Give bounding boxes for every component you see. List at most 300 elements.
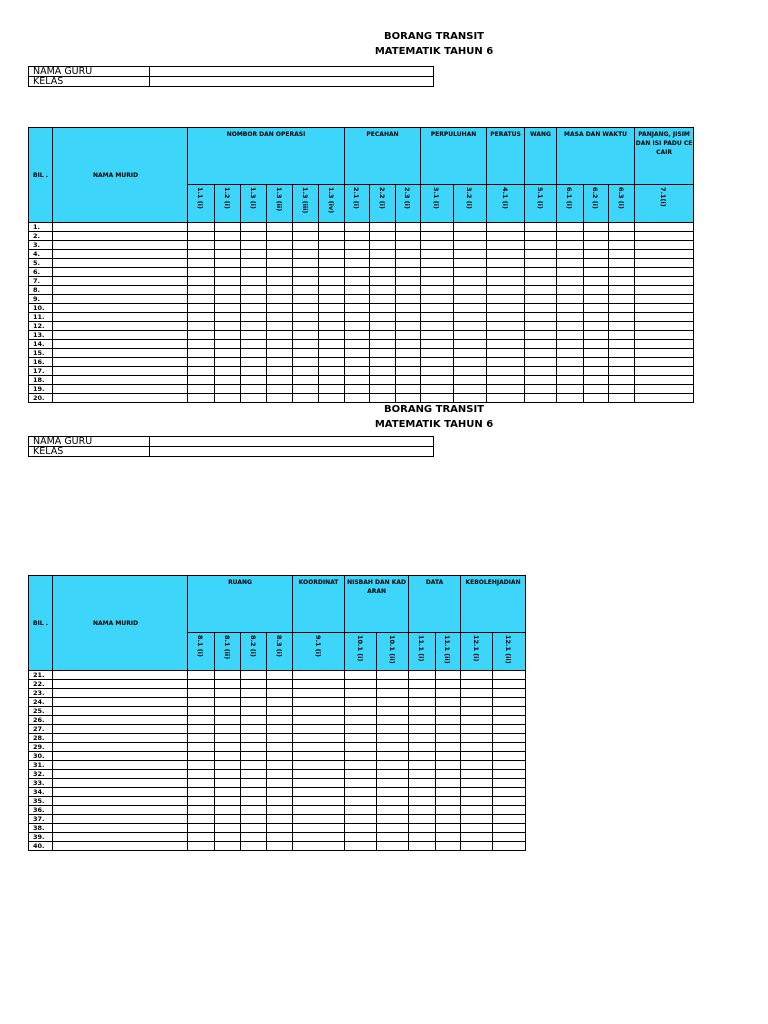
score-cell[interactable] xyxy=(493,689,526,698)
score-cell[interactable] xyxy=(557,304,584,313)
score-cell[interactable] xyxy=(345,358,370,367)
score-cell[interactable] xyxy=(188,322,215,331)
student-name-cell[interactable] xyxy=(53,313,188,322)
score-cell[interactable] xyxy=(487,331,525,340)
score-cell[interactable] xyxy=(409,815,436,824)
score-cell[interactable] xyxy=(421,367,454,376)
score-cell[interactable] xyxy=(267,295,293,304)
score-cell[interactable] xyxy=(436,842,461,851)
score-cell[interactable] xyxy=(241,815,267,824)
score-cell[interactable] xyxy=(635,358,694,367)
student-name-cell[interactable] xyxy=(53,331,188,340)
student-name-cell[interactable] xyxy=(53,725,188,734)
score-cell[interactable] xyxy=(370,376,396,385)
score-cell[interactable] xyxy=(421,250,454,259)
score-cell[interactable] xyxy=(215,277,241,286)
student-name-cell[interactable] xyxy=(53,779,188,788)
score-cell[interactable] xyxy=(345,806,377,815)
score-cell[interactable] xyxy=(409,734,436,743)
score-cell[interactable] xyxy=(377,770,409,779)
score-cell[interactable] xyxy=(436,698,461,707)
score-cell[interactable] xyxy=(525,223,557,232)
student-name-cell[interactable] xyxy=(53,806,188,815)
score-cell[interactable] xyxy=(241,250,267,259)
score-cell[interactable] xyxy=(436,725,461,734)
score-cell[interactable] xyxy=(557,358,584,367)
score-cell[interactable] xyxy=(635,268,694,277)
score-cell[interactable] xyxy=(635,277,694,286)
score-cell[interactable] xyxy=(493,698,526,707)
score-cell[interactable] xyxy=(421,385,454,394)
score-cell[interactable] xyxy=(454,286,487,295)
score-cell[interactable] xyxy=(319,340,345,349)
score-cell[interactable] xyxy=(487,223,525,232)
score-cell[interactable] xyxy=(525,232,557,241)
score-cell[interactable] xyxy=(188,232,215,241)
score-cell[interactable] xyxy=(461,779,493,788)
score-cell[interactable] xyxy=(345,680,377,689)
score-cell[interactable] xyxy=(188,743,215,752)
score-cell[interactable] xyxy=(319,232,345,241)
score-cell[interactable] xyxy=(454,241,487,250)
score-cell[interactable] xyxy=(436,770,461,779)
score-cell[interactable] xyxy=(493,716,526,725)
score-cell[interactable] xyxy=(421,268,454,277)
score-cell[interactable] xyxy=(396,241,421,250)
score-cell[interactable] xyxy=(377,707,409,716)
score-cell[interactable] xyxy=(525,304,557,313)
score-cell[interactable] xyxy=(241,833,267,842)
score-cell[interactable] xyxy=(293,806,345,815)
score-cell[interactable] xyxy=(267,241,293,250)
student-name-cell[interactable] xyxy=(53,788,188,797)
score-cell[interactable] xyxy=(487,268,525,277)
score-cell[interactable] xyxy=(635,385,694,394)
score-cell[interactable] xyxy=(319,313,345,322)
score-cell[interactable] xyxy=(188,331,215,340)
student-name-cell[interactable] xyxy=(53,752,188,761)
score-cell[interactable] xyxy=(345,824,377,833)
score-cell[interactable] xyxy=(267,680,293,689)
score-cell[interactable] xyxy=(436,743,461,752)
score-cell[interactable] xyxy=(293,761,345,770)
student-name-cell[interactable] xyxy=(53,259,188,268)
score-cell[interactable] xyxy=(345,313,370,322)
score-cell[interactable] xyxy=(188,304,215,313)
score-cell[interactable] xyxy=(293,331,319,340)
score-cell[interactable] xyxy=(241,286,267,295)
score-cell[interactable] xyxy=(421,304,454,313)
score-cell[interactable] xyxy=(493,779,526,788)
score-cell[interactable] xyxy=(267,331,293,340)
score-cell[interactable] xyxy=(487,295,525,304)
score-cell[interactable] xyxy=(215,716,241,725)
score-cell[interactable] xyxy=(525,376,557,385)
score-cell[interactable] xyxy=(525,358,557,367)
score-cell[interactable] xyxy=(188,698,215,707)
score-cell[interactable] xyxy=(525,268,557,277)
score-cell[interactable] xyxy=(345,779,377,788)
score-cell[interactable] xyxy=(267,286,293,295)
score-cell[interactable] xyxy=(609,331,635,340)
score-cell[interactable] xyxy=(370,385,396,394)
score-cell[interactable] xyxy=(293,788,345,797)
score-cell[interactable] xyxy=(319,367,345,376)
score-cell[interactable] xyxy=(370,367,396,376)
student-name-cell[interactable] xyxy=(53,268,188,277)
score-cell[interactable] xyxy=(241,223,267,232)
score-cell[interactable] xyxy=(319,304,345,313)
score-cell[interactable] xyxy=(409,707,436,716)
score-cell[interactable] xyxy=(584,232,609,241)
score-cell[interactable] xyxy=(267,815,293,824)
score-cell[interactable] xyxy=(215,232,241,241)
score-cell[interactable] xyxy=(396,304,421,313)
score-cell[interactable] xyxy=(584,322,609,331)
score-cell[interactable] xyxy=(493,788,526,797)
score-cell[interactable] xyxy=(293,815,345,824)
score-cell[interactable] xyxy=(215,223,241,232)
score-cell[interactable] xyxy=(557,250,584,259)
score-cell[interactable] xyxy=(345,268,370,277)
score-cell[interactable] xyxy=(609,286,635,295)
score-cell[interactable] xyxy=(436,734,461,743)
score-cell[interactable] xyxy=(267,707,293,716)
score-cell[interactable] xyxy=(461,707,493,716)
score-cell[interactable] xyxy=(635,313,694,322)
score-cell[interactable] xyxy=(557,340,584,349)
score-cell[interactable] xyxy=(319,223,345,232)
score-cell[interactable] xyxy=(635,241,694,250)
score-cell[interactable] xyxy=(396,313,421,322)
score-cell[interactable] xyxy=(487,385,525,394)
score-cell[interactable] xyxy=(241,707,267,716)
score-cell[interactable] xyxy=(188,223,215,232)
score-cell[interactable] xyxy=(635,322,694,331)
score-cell[interactable] xyxy=(409,806,436,815)
score-cell[interactable] xyxy=(345,340,370,349)
student-name-cell[interactable] xyxy=(53,223,188,232)
score-cell[interactable] xyxy=(215,788,241,797)
score-cell[interactable] xyxy=(396,286,421,295)
score-cell[interactable] xyxy=(241,313,267,322)
score-cell[interactable] xyxy=(493,671,526,680)
score-cell[interactable] xyxy=(345,250,370,259)
score-cell[interactable] xyxy=(345,761,377,770)
score-cell[interactable] xyxy=(215,671,241,680)
score-cell[interactable] xyxy=(188,340,215,349)
score-cell[interactable] xyxy=(293,716,345,725)
score-cell[interactable] xyxy=(188,806,215,815)
score-cell[interactable] xyxy=(267,358,293,367)
score-cell[interactable] xyxy=(319,331,345,340)
score-cell[interactable] xyxy=(293,304,319,313)
score-cell[interactable] xyxy=(215,322,241,331)
score-cell[interactable] xyxy=(319,385,345,394)
score-cell[interactable] xyxy=(635,250,694,259)
score-cell[interactable] xyxy=(525,385,557,394)
score-cell[interactable] xyxy=(461,788,493,797)
score-cell[interactable] xyxy=(215,259,241,268)
score-cell[interactable] xyxy=(454,322,487,331)
score-cell[interactable] xyxy=(267,824,293,833)
score-cell[interactable] xyxy=(345,286,370,295)
score-cell[interactable] xyxy=(345,788,377,797)
score-cell[interactable] xyxy=(293,689,345,698)
score-cell[interactable] xyxy=(370,331,396,340)
score-cell[interactable] xyxy=(525,250,557,259)
score-cell[interactable] xyxy=(267,385,293,394)
score-cell[interactable] xyxy=(609,304,635,313)
score-cell[interactable] xyxy=(436,815,461,824)
score-cell[interactable] xyxy=(609,277,635,286)
score-cell[interactable] xyxy=(293,734,345,743)
score-cell[interactable] xyxy=(293,725,345,734)
score-cell[interactable] xyxy=(319,376,345,385)
score-cell[interactable] xyxy=(487,304,525,313)
score-cell[interactable] xyxy=(525,322,557,331)
score-cell[interactable] xyxy=(293,349,319,358)
score-cell[interactable] xyxy=(436,752,461,761)
score-cell[interactable] xyxy=(215,268,241,277)
score-cell[interactable] xyxy=(409,752,436,761)
score-cell[interactable] xyxy=(319,259,345,268)
score-cell[interactable] xyxy=(454,250,487,259)
student-name-cell[interactable] xyxy=(53,680,188,689)
score-cell[interactable] xyxy=(409,797,436,806)
score-cell[interactable] xyxy=(584,295,609,304)
score-cell[interactable] xyxy=(557,349,584,358)
score-cell[interactable] xyxy=(525,286,557,295)
score-cell[interactable] xyxy=(293,770,345,779)
score-cell[interactable] xyxy=(609,250,635,259)
score-cell[interactable] xyxy=(345,385,370,394)
score-cell[interactable] xyxy=(241,680,267,689)
score-cell[interactable] xyxy=(215,842,241,851)
score-cell[interactable] xyxy=(609,241,635,250)
score-cell[interactable] xyxy=(635,223,694,232)
score-cell[interactable] xyxy=(493,833,526,842)
score-cell[interactable] xyxy=(461,698,493,707)
score-cell[interactable] xyxy=(241,743,267,752)
score-cell[interactable] xyxy=(241,268,267,277)
student-name-cell[interactable] xyxy=(53,349,188,358)
score-cell[interactable] xyxy=(293,385,319,394)
score-cell[interactable] xyxy=(609,376,635,385)
score-cell[interactable] xyxy=(241,295,267,304)
score-cell[interactable] xyxy=(188,277,215,286)
score-cell[interactable] xyxy=(409,824,436,833)
score-cell[interactable] xyxy=(487,259,525,268)
score-cell[interactable] xyxy=(345,698,377,707)
score-cell[interactable] xyxy=(493,842,526,851)
score-cell[interactable] xyxy=(409,743,436,752)
score-cell[interactable] xyxy=(241,358,267,367)
score-cell[interactable] xyxy=(345,689,377,698)
score-cell[interactable] xyxy=(293,743,345,752)
score-cell[interactable] xyxy=(241,770,267,779)
score-cell[interactable] xyxy=(370,268,396,277)
score-cell[interactable] xyxy=(293,322,319,331)
score-cell[interactable] xyxy=(370,340,396,349)
score-cell[interactable] xyxy=(525,277,557,286)
score-cell[interactable] xyxy=(215,743,241,752)
score-cell[interactable] xyxy=(319,268,345,277)
score-cell[interactable] xyxy=(454,331,487,340)
score-cell[interactable] xyxy=(421,223,454,232)
score-cell[interactable] xyxy=(267,833,293,842)
score-cell[interactable] xyxy=(635,232,694,241)
student-name-cell[interactable] xyxy=(53,385,188,394)
score-cell[interactable] xyxy=(454,304,487,313)
score-cell[interactable] xyxy=(525,295,557,304)
score-cell[interactable] xyxy=(609,313,635,322)
score-cell[interactable] xyxy=(319,295,345,304)
student-name-cell[interactable] xyxy=(53,358,188,367)
score-cell[interactable] xyxy=(215,376,241,385)
score-cell[interactable] xyxy=(557,376,584,385)
score-cell[interactable] xyxy=(267,250,293,259)
score-cell[interactable] xyxy=(215,313,241,322)
score-cell[interactable] xyxy=(215,340,241,349)
score-cell[interactable] xyxy=(267,716,293,725)
score-cell[interactable] xyxy=(319,277,345,286)
score-cell[interactable] xyxy=(319,241,345,250)
score-cell[interactable] xyxy=(584,331,609,340)
score-cell[interactable] xyxy=(293,680,345,689)
score-cell[interactable] xyxy=(370,223,396,232)
score-cell[interactable] xyxy=(584,277,609,286)
score-cell[interactable] xyxy=(557,313,584,322)
score-cell[interactable] xyxy=(421,232,454,241)
score-cell[interactable] xyxy=(241,241,267,250)
score-cell[interactable] xyxy=(215,358,241,367)
score-cell[interactable] xyxy=(409,725,436,734)
score-cell[interactable] xyxy=(345,304,370,313)
score-cell[interactable] xyxy=(188,797,215,806)
score-cell[interactable] xyxy=(345,725,377,734)
student-name-cell[interactable] xyxy=(53,250,188,259)
score-cell[interactable] xyxy=(493,707,526,716)
score-cell[interactable] xyxy=(215,725,241,734)
score-cell[interactable] xyxy=(396,259,421,268)
score-cell[interactable] xyxy=(241,752,267,761)
score-cell[interactable] xyxy=(293,842,345,851)
score-cell[interactable] xyxy=(525,340,557,349)
score-cell[interactable] xyxy=(293,752,345,761)
score-cell[interactable] xyxy=(635,349,694,358)
score-cell[interactable] xyxy=(493,815,526,824)
score-cell[interactable] xyxy=(215,680,241,689)
score-cell[interactable] xyxy=(188,788,215,797)
score-cell[interactable] xyxy=(557,295,584,304)
score-cell[interactable] xyxy=(454,268,487,277)
student-name-cell[interactable] xyxy=(53,797,188,806)
score-cell[interactable] xyxy=(215,707,241,716)
student-name-cell[interactable] xyxy=(53,671,188,680)
score-cell[interactable] xyxy=(461,725,493,734)
score-cell[interactable] xyxy=(293,241,319,250)
score-cell[interactable] xyxy=(241,788,267,797)
score-cell[interactable] xyxy=(188,259,215,268)
score-cell[interactable] xyxy=(584,358,609,367)
score-cell[interactable] xyxy=(461,806,493,815)
score-cell[interactable] xyxy=(267,304,293,313)
score-cell[interactable] xyxy=(461,797,493,806)
student-name-cell[interactable] xyxy=(53,689,188,698)
score-cell[interactable] xyxy=(267,340,293,349)
score-cell[interactable] xyxy=(188,241,215,250)
score-cell[interactable] xyxy=(345,232,370,241)
student-name-cell[interactable] xyxy=(53,734,188,743)
score-cell[interactable] xyxy=(188,770,215,779)
score-cell[interactable] xyxy=(461,824,493,833)
score-cell[interactable] xyxy=(409,779,436,788)
score-cell[interactable] xyxy=(421,313,454,322)
score-cell[interactable] xyxy=(396,376,421,385)
score-cell[interactable] xyxy=(345,716,377,725)
score-cell[interactable] xyxy=(436,779,461,788)
score-cell[interactable] xyxy=(609,268,635,277)
score-cell[interactable] xyxy=(454,223,487,232)
score-cell[interactable] xyxy=(557,322,584,331)
student-name-cell[interactable] xyxy=(53,815,188,824)
score-cell[interactable] xyxy=(215,698,241,707)
score-cell[interactable] xyxy=(454,232,487,241)
student-name-cell[interactable] xyxy=(53,232,188,241)
score-cell[interactable] xyxy=(396,277,421,286)
score-cell[interactable] xyxy=(188,734,215,743)
score-cell[interactable] xyxy=(487,322,525,331)
score-cell[interactable] xyxy=(557,331,584,340)
score-cell[interactable] xyxy=(267,734,293,743)
score-cell[interactable] xyxy=(188,367,215,376)
score-cell[interactable] xyxy=(557,241,584,250)
score-cell[interactable] xyxy=(557,286,584,295)
score-cell[interactable] xyxy=(370,304,396,313)
score-cell[interactable] xyxy=(319,286,345,295)
score-cell[interactable] xyxy=(487,241,525,250)
score-cell[interactable] xyxy=(293,223,319,232)
score-cell[interactable] xyxy=(293,259,319,268)
score-cell[interactable] xyxy=(293,367,319,376)
score-cell[interactable] xyxy=(557,268,584,277)
score-cell[interactable] xyxy=(319,322,345,331)
score-cell[interactable] xyxy=(188,250,215,259)
score-cell[interactable] xyxy=(584,268,609,277)
score-cell[interactable] xyxy=(241,331,267,340)
score-cell[interactable] xyxy=(293,286,319,295)
score-cell[interactable] xyxy=(454,385,487,394)
score-cell[interactable] xyxy=(635,367,694,376)
score-cell[interactable] xyxy=(267,367,293,376)
score-cell[interactable] xyxy=(584,304,609,313)
score-cell[interactable] xyxy=(370,241,396,250)
score-cell[interactable] xyxy=(293,376,319,385)
score-cell[interactable] xyxy=(609,349,635,358)
score-cell[interactable] xyxy=(409,671,436,680)
score-cell[interactable] xyxy=(396,250,421,259)
score-cell[interactable] xyxy=(188,268,215,277)
score-cell[interactable] xyxy=(396,349,421,358)
score-cell[interactable] xyxy=(525,331,557,340)
score-cell[interactable] xyxy=(267,842,293,851)
score-cell[interactable] xyxy=(487,367,525,376)
score-cell[interactable] xyxy=(525,259,557,268)
score-cell[interactable] xyxy=(436,806,461,815)
student-name-cell[interactable] xyxy=(53,770,188,779)
score-cell[interactable] xyxy=(293,277,319,286)
